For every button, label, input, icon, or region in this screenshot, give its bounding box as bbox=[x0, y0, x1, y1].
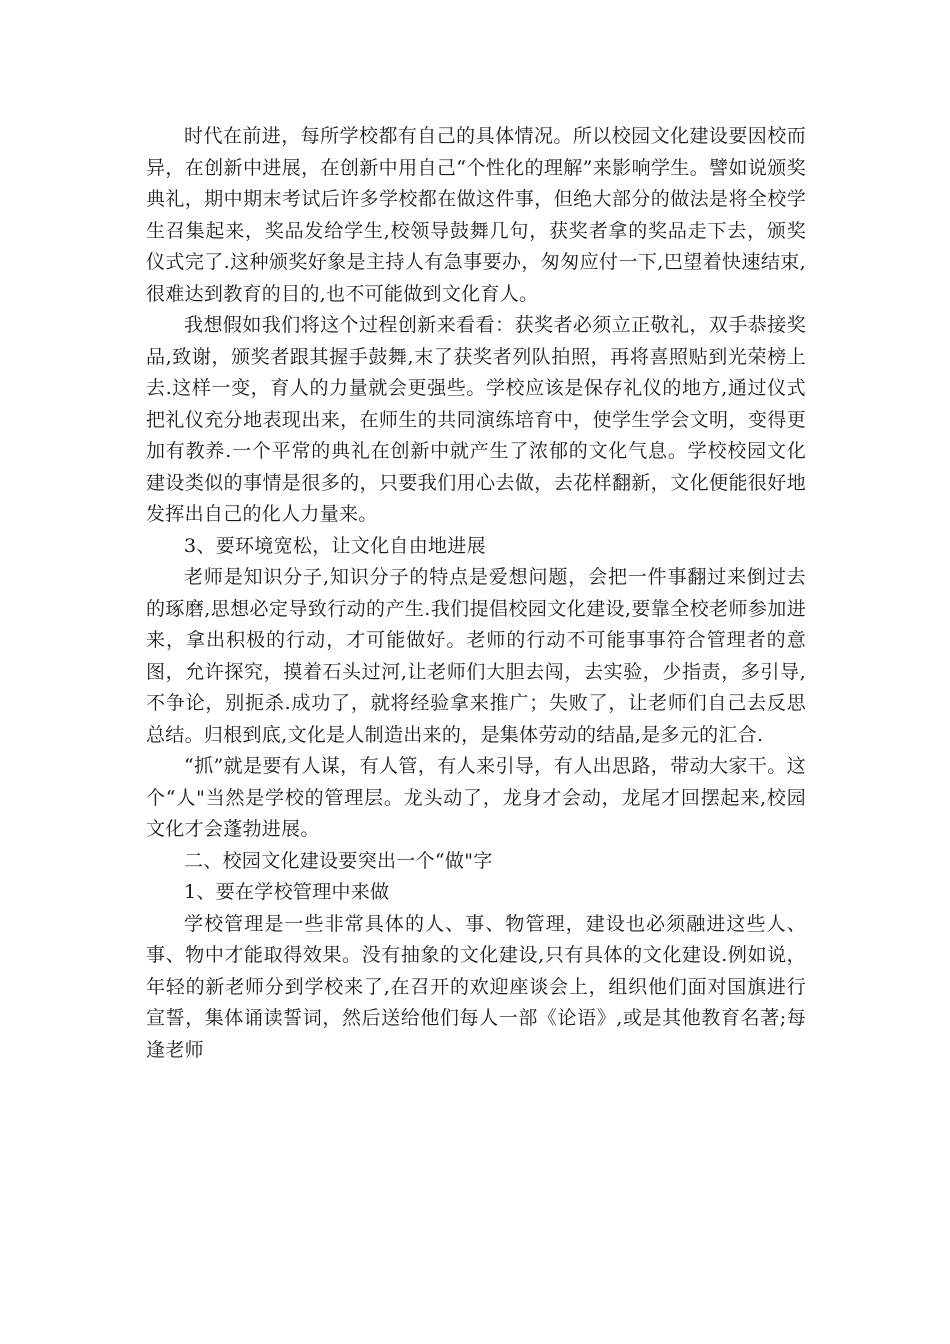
paragraph-innovation-example: 我想假如我们将这个过程创新来看看：获奖者必须立正敬礼，双手恭接奖品,致谢，颁奖者跟其握手鼓舞,末了获奖者列队拍照，再将喜照贴到光荣榜上去.这样一变，育人的力量就会更强些。学校应该是保存礼仪的地方,通过仪式把礼仪充分地表现出来，在师生的共同演练培育中，使学生学会文明，变得更加有教养.一个平常的典礼在创新中就产生了浓郁的文化气息。学校校园文化建设类似的事情是很多的，只要我们用心去做，去花样翻新，文化便能很好地发挥出自己的化人力量来。 bbox=[146, 314, 806, 525]
subsection-heading-1: 1、要在学校管理中来做 bbox=[184, 881, 390, 903]
section-heading-3: 3、要环境宽松，让文化自由地进展 bbox=[184, 534, 486, 557]
paragraph-teachers: 老师是知识分子,知识分子的特点是爱想问题，会把一件事翻过来倒过去的琢磨,思想必定导致行动的产生.我们提倡校园文化建设,要靠全校老师参加进来，拿出积极的行动，才可能做好。老师的行动不可能事事符合管理者的意图，允许探究，摸着石头过河,让老师们大胆去闯，去实验，少指责，多引导,不争论，别扼杀.成功了，就将经验拿来推广；失败了，让老师们自己去反思总结。归根到底,文化是人制造出来的，是集体劳动的结晶,是多元的汇合. bbox=[146, 566, 806, 746]
document-page bbox=[146, 121, 806, 1066]
paragraph-management: “抓”就是要有人谋，有人管，有人来引导，有人出思路，带动大家干。这个“人"当然是学校的管理层。龙头动了，龙身才会动，龙尾才回摆起来,校园文化才会蓬勃进展。 bbox=[146, 755, 806, 840]
section-heading-2: 二、校园文化建设要突出一个“做"字 bbox=[184, 849, 493, 872]
paragraph-school-management: 学校管理是一些非常具体的人、事、物管理，建设也必须融进这些人、事、物中才能取得效果。没有抽象的文化建设,只有具体的文化建设.例如说，年轻的新老师分到学校来了,在召开的欢迎座谈会上，组织他们面对国旗进行宣誓，集体诵读誓词，然后送给他们每人一部《论语》,或是其他教育名著;每逢老师 bbox=[146, 912, 806, 1061]
paragraph-award-ceremony: 时代在前进，每所学校都有自己的具体情况。所以校园文化建设要因校而异，在创新中进展，在创新中用自己“个性化的理解”来影响学生。譬如说颁奖典礼，期中期末考试后许多学校都在做这件事，但绝大部分的做法是将全校学生召集起来，奖品发给学生,校领导鼓舞几句，获奖者拿的奖品走下去，颁奖仪式完了.这种颁奖好象是主持人有急事要办，匆匆应付一下,巴望着快速结束,很难达到教育的目的,也不可能做到文化育人。 bbox=[146, 125, 806, 305]
